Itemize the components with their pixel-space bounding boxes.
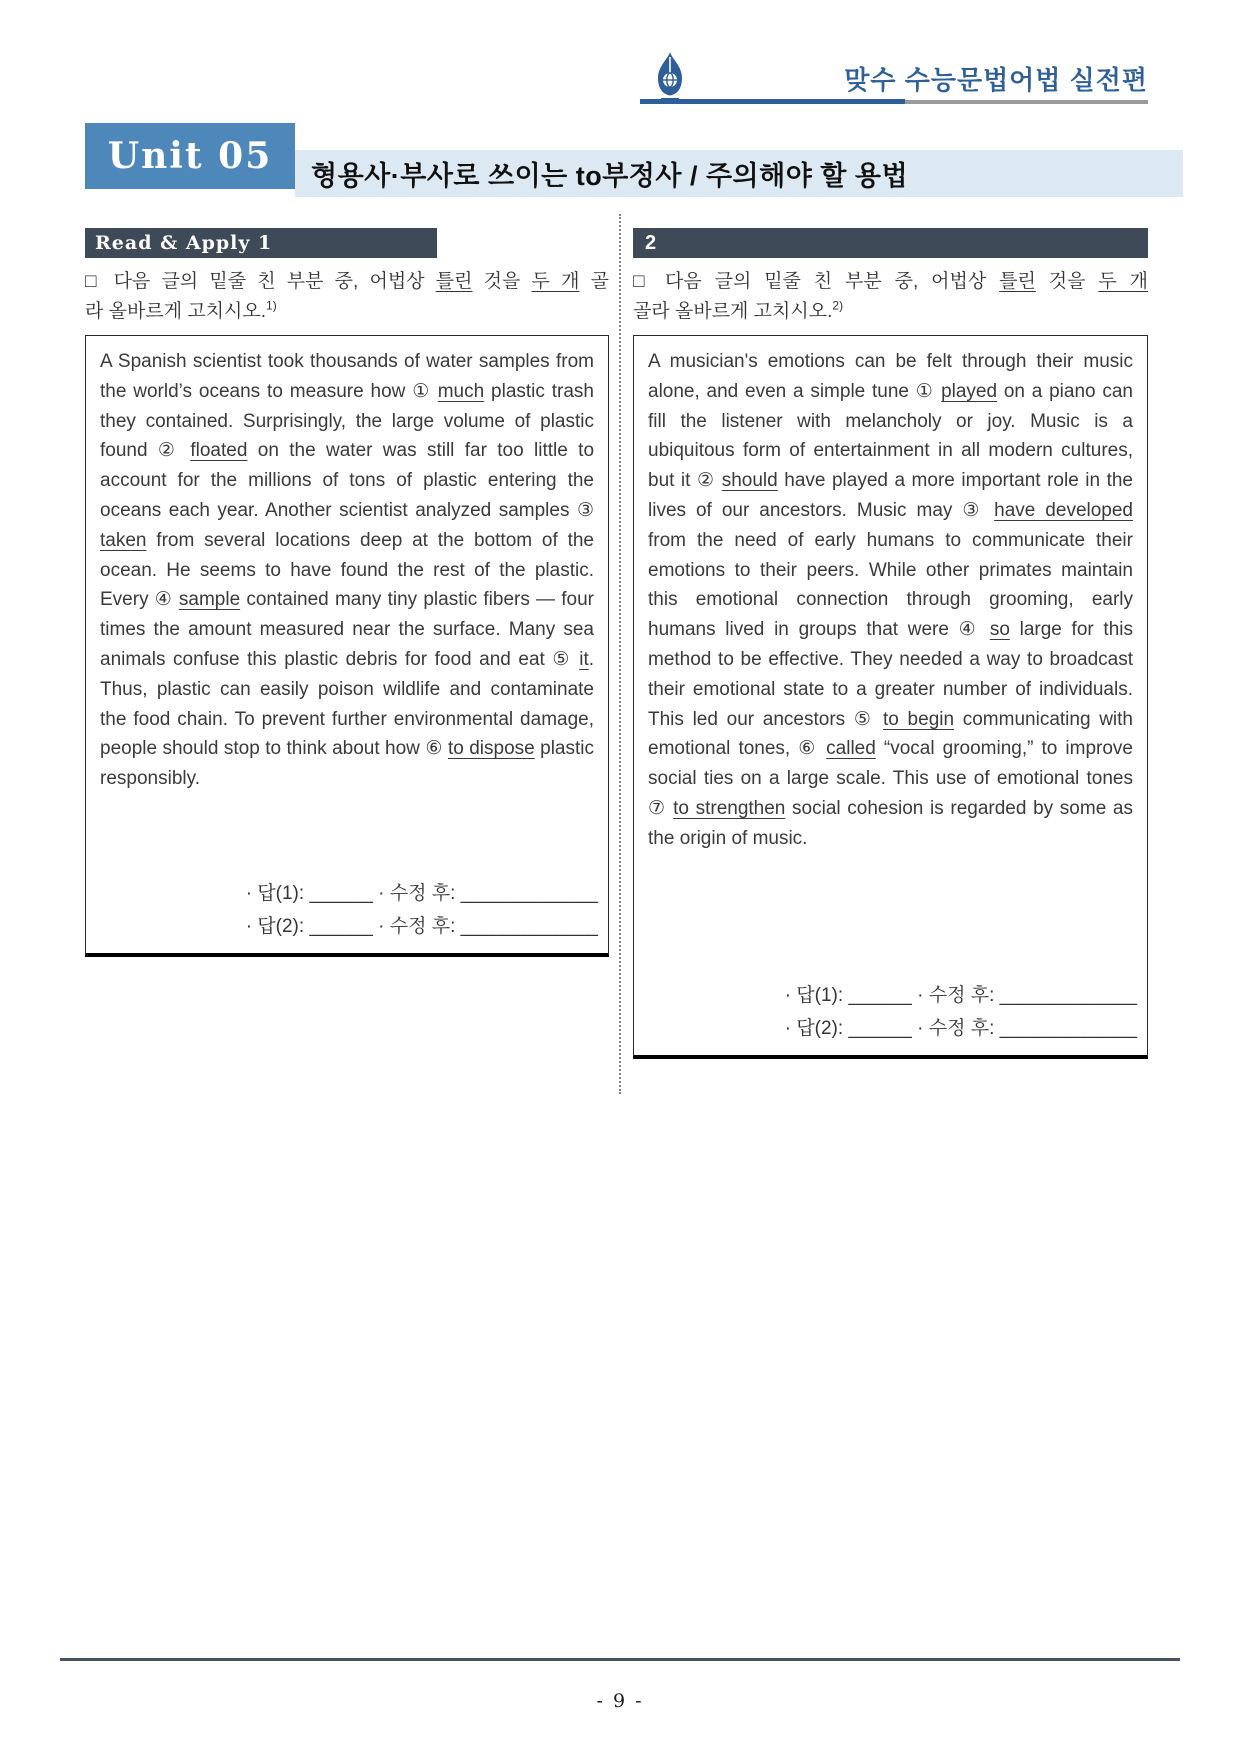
book-title: 맞수 수능문법어법 실전편 (844, 65, 1148, 95)
instruction-line: 골라 올바르게 고치시오.$^{2)}$ (633, 298, 844, 322)
answer-line-2: · 답(2): ______ · 수정 후: _____________ (784, 1018, 1137, 1039)
page-number: - 9 - (596, 1690, 644, 1712)
exercise-2-instruction (633, 267, 1148, 327)
footer-rule (60, 1658, 1180, 1661)
unit-label-box (85, 123, 295, 189)
answer-line-2: · 답(2): ______ · 수정 후: _____________ (245, 916, 598, 937)
section-header-label: Read & Apply 1 (95, 232, 273, 254)
section-header-read-apply-1 (85, 228, 437, 258)
exercise-1-passage: A Spanish scientist took thousands of water samples from the world’s oceans to measure how ① much plastic trash they contained. Surprisingly, the large volume of plastic found ② floated on the water was still far too little to account for the millions of tons of plastic entering the oceans each year. Another scientist analyzed samples ③ taken from several locations deep at the bottom of the ocean. He seems to have found the rest of the plastic. Every ④ sample contained many tiny plastic fibers — four times the amount measured near the surface. Many sea animals confuse this plastic debris for food and eat ⑤ it. Thus, plastic can easily poison wildlife and contaminate the food chain. To prevent further environmental damage, people should stop to think about how ⑥ to dispose plastic responsibly. (100, 351, 595, 790)
exercise-1-column (85, 228, 609, 957)
exercise-2-column (633, 228, 1148, 1059)
header-rule (640, 99, 1148, 105)
exercise-1-answer-lines (86, 877, 608, 953)
header-rule-gray-segment (905, 100, 1148, 104)
exercise-1-passage-box (85, 335, 609, 957)
column-divider (619, 214, 621, 1094)
exercise-2-passage: A musician's emotions can be felt through their music alone, and even a simple tune ① played on a piano can fill the listener with melancholy or joy. Music is a ubiquitous form of entertainment in all modern cultures, but it ② should have played a more important role in the lives of our ancestors. Music may ③ have developed from the need of early humans to communicate their emotions to their peers. While other primates maintain this emotional connection through grooming, early humans lived in groups that were ④ so large for this method to be effective. They needed a way to broadcast their emotional state to a greater number of individuals. This led our ancestors ⑤ to begin communicating with emotional tones, ⑥ called “vocal grooming,” to improve social ties on a large scale. This use of emotional tones ⑦ to strengthen social cohesion is regarded by some as the origin of music. (648, 351, 1134, 849)
exercise-2-passage-box (633, 335, 1148, 1059)
instruction-line: 라 올바르게 고치시오.$^{1)}$ (85, 298, 277, 322)
exercise-2-answer-lines (634, 979, 1147, 1055)
answer-line-1: · 답(1): ______ · 수정 후: _____________ (784, 985, 1137, 1006)
unit-title-banner (295, 150, 1183, 197)
exercise-1-instruction (85, 267, 609, 327)
instruction-line: □ 다음 글의 밑줄 친 부분 중, 어법상 틀린 것을 두 개 골 (85, 271, 609, 292)
instruction-line: □ 다음 글의 밑줄 친 부분 중, 어법상 틀린 것을 두 개 (633, 271, 1148, 292)
section-header-2 (633, 228, 1148, 258)
header-rule-blue-segment (640, 99, 905, 104)
unit-label: Unit 05 (107, 135, 273, 177)
section-header-label: 2 (645, 231, 657, 254)
answer-line-1: · 답(1): ______ · 수정 후: _____________ (245, 883, 598, 904)
unit-title: 형용사·부사로 쓰이는 to부정사 / 주의해야 할 용법 (311, 161, 909, 191)
